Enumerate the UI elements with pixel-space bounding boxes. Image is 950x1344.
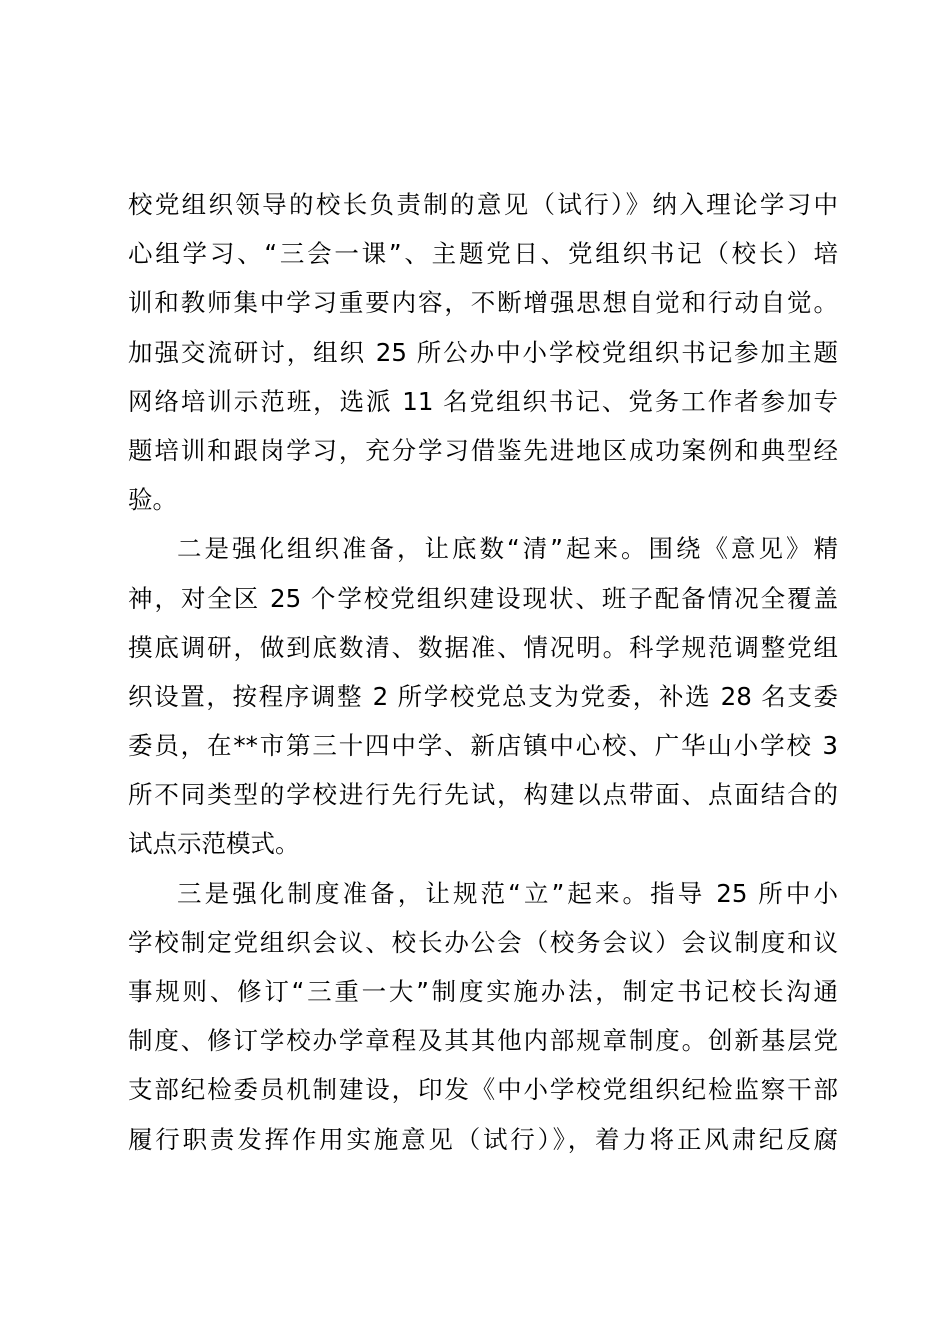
text-line: 所不同类型的学校进行先行先试，构建以点带面、点面结合的 (128, 780, 838, 810)
text-line: 二是强化组织准备，让底数“清”起来。围绕《意见》精 (177, 534, 838, 564)
text-line: 神，对全区 25 个学校党组织建设现状、班子配备情况全覆盖 (128, 583, 838, 613)
text-line: 委员，在**市第三十四中学、新店镇中心校、广华山小学校 3 (128, 731, 838, 761)
text-line: 心组学习、“三会一课”、主题党日、党组织书记（校长）培 (128, 239, 838, 269)
text-line: 加强交流研讨，组织 25 所公办中小学校党组织书记参加主题 (128, 337, 838, 367)
text-line: 事规则、修订“三重一大”制度实施办法，制定书记校长沟通 (128, 977, 838, 1006)
text-line: 支部纪检委员机制建设，印发《中小学校党组织纪检监察干部 (128, 1075, 838, 1105)
text-line: 摸底调研，做到底数清、数据准、情况明。科学规范调整党组 (128, 632, 838, 662)
text-line: 履行职责发挥作用实施意见（试行）》，着力将正风肃纪反腐 (128, 1124, 838, 1154)
text-line: 三是强化制度准备，让规范“立”起来。指导 25 所中小 (177, 878, 838, 908)
text-line: 验。 (128, 485, 177, 515)
text-line: 网络培训示范班，选派 11 名党组织书记、党务工作者参加专 (128, 386, 838, 416)
document-body-text (128, 180, 838, 1164)
text-line: 训和教师集中学习重要内容，不断增强思想自觉和行动自觉。 (128, 288, 838, 318)
text-line: 制度、修订学校办学章程及其其他内部规章制度。创新基层党 (128, 1026, 838, 1056)
text-line: 校党组织领导的校长负责制的意见（试行）》纳入理论学习中 (128, 190, 838, 219)
text-line: 织设置，按程序调整 2 所学校党总支为党委，补选 28 名支委 (128, 681, 838, 711)
text-line: 题培训和跟岗学习，充分学习借鉴先进地区成功案例和典型经 (128, 435, 838, 465)
text-line: 试点示范模式。 (128, 829, 300, 859)
text-line: 学校制定党组织会议、校长办公会（校务会议）会议制度和议 (128, 927, 838, 957)
